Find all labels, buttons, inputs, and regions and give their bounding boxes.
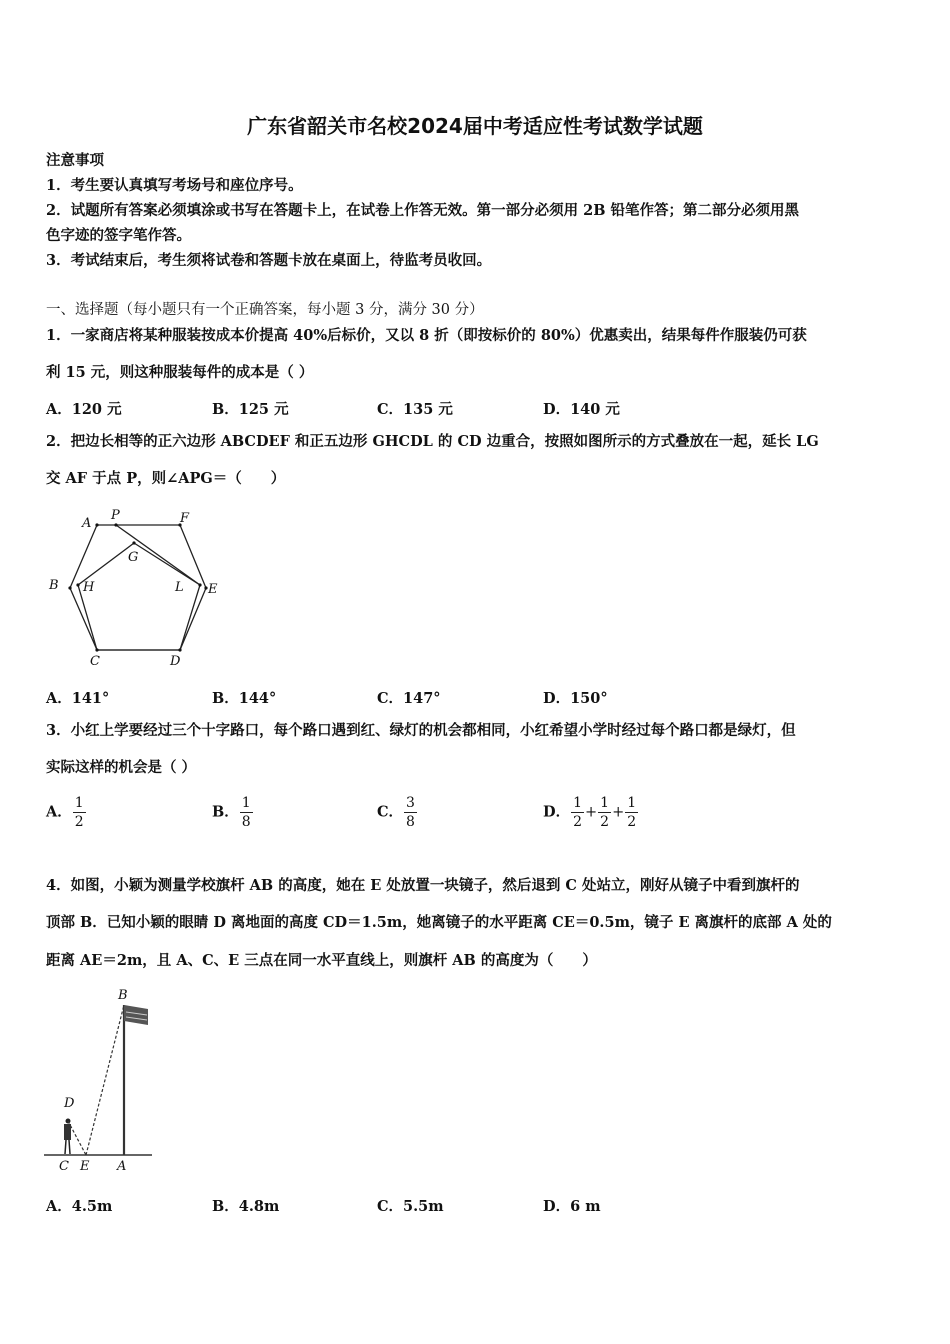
q4-stem: 距离 AE＝2m，且 A、C、E 三点在同一水平直线上，则旗杆 AB 的高度为（ ） — [46, 952, 597, 969]
q2-option-a: A．141° — [46, 690, 110, 707]
q2-stem: 2．把边长相等的正六边形 ABCDEF 和正五边形 GHCDL 的 CD 边重合，按照如图所示的方式叠放在一起，延长 LG — [46, 433, 819, 450]
q3-option-a: A． $\frac{1}{2}$ — [46, 795, 84, 830]
q4-option-d: D．6 m — [543, 1198, 601, 1215]
figure-label: C — [59, 1159, 69, 1174]
q1-option-d: D．140 元 — [543, 401, 620, 418]
page-title: 广东省韶关市名校2024届中考适应性考试数学试题 — [247, 114, 703, 138]
notice-item: 色字迹的签字笔作答。 — [46, 227, 191, 244]
figure-label: B — [49, 578, 59, 593]
figure-label: C — [90, 654, 100, 669]
q1-stem: 利 15 元，则这种服装每件的成本是（ ） — [46, 364, 314, 381]
notice-heading: 注意事项 — [46, 152, 104, 169]
figure-label: B — [118, 988, 128, 1003]
q4-option-a: A．4.5m — [46, 1198, 113, 1215]
notice-item: 3．考试结束后，考生须将试卷和答题卡放在桌面上，待监考员收回。 — [46, 252, 492, 269]
notice-item: 2．试题所有答案必须填涂或书写在答题卡上，在试卷上作答无效。第一部分必须用 2B 铅笔作答；第二部分必须用黑 — [46, 202, 800, 219]
q2-stem: 交 AF 于点 P，则∠APG＝（ ） — [46, 470, 286, 487]
q3-option-c: C． $\frac{3}{8}$ — [377, 795, 415, 830]
figure-label: L — [175, 580, 184, 595]
q2-option-c: C．147° — [377, 690, 441, 707]
flagpole-figure — [40, 983, 170, 1178]
figure-label: E — [80, 1159, 90, 1174]
q3-option-b: B． $\frac{1}{8}$ — [212, 795, 251, 830]
figure-label: A — [117, 1159, 127, 1174]
figure-label: H — [83, 580, 95, 595]
figure-label: F — [180, 511, 190, 526]
q2-option-b: B．144° — [212, 690, 277, 707]
q3-stem: 3．小红上学要经过三个十字路口，每个路口遇到红、绿灯的机会都相同，小红希望小学时经过每个路口都是绿灯，但 — [46, 722, 796, 739]
notice-item: 1．考生要认真填写考场号和座位序号。 — [46, 177, 303, 194]
figure-label: A — [82, 516, 92, 531]
q1-option-b: B．125 元 — [212, 401, 289, 418]
section-heading: 一、选择题（每小题只有一个正确答案，每小题 3 分，满分 30 分） — [46, 302, 484, 318]
q4-stem: 顶部 B．已知小颖的眼睛 D 离地面的高度 CD＝1.5m，她离镜子的水平距离 CE＝0.5m，镜子 E 离旗杆的底部 A 处的 — [46, 914, 832, 931]
q4-option-c: C．5.5m — [377, 1198, 444, 1215]
q2-option-d: D．150° — [543, 690, 608, 707]
q3-option-d: D． $\frac{1}{2}$ + $\frac{1}{2}$ + $\frac{1}{2}$ — [543, 795, 637, 830]
hexagon-pentagon-figure — [40, 503, 240, 678]
q1-option-a: A．120 元 — [46, 401, 122, 418]
q1-option-c: C．135 元 — [377, 401, 453, 418]
q3-stem: 实际这样的机会是（ ） — [46, 759, 197, 776]
q4-stem: 4．如图，小颖为测量学校旗杆 AB 的高度，她在 E 处放置一块镜子，然后退到 C 处站立，刚好从镜子中看到旗杆的 — [46, 877, 800, 894]
q1-stem: 1．一家商店将某种服装按成本价提高 40%后标价，又以 8 折（即按标价的 80%）优惠卖出，结果每件作服装仍可获 — [46, 327, 807, 344]
q4-option-b: B．4.8m — [212, 1198, 280, 1215]
figure-label: P — [111, 508, 120, 523]
figure-label: E — [208, 582, 218, 597]
figure-label: G — [128, 550, 139, 565]
figure-label: D — [64, 1096, 75, 1111]
figure-label: D — [170, 654, 181, 669]
